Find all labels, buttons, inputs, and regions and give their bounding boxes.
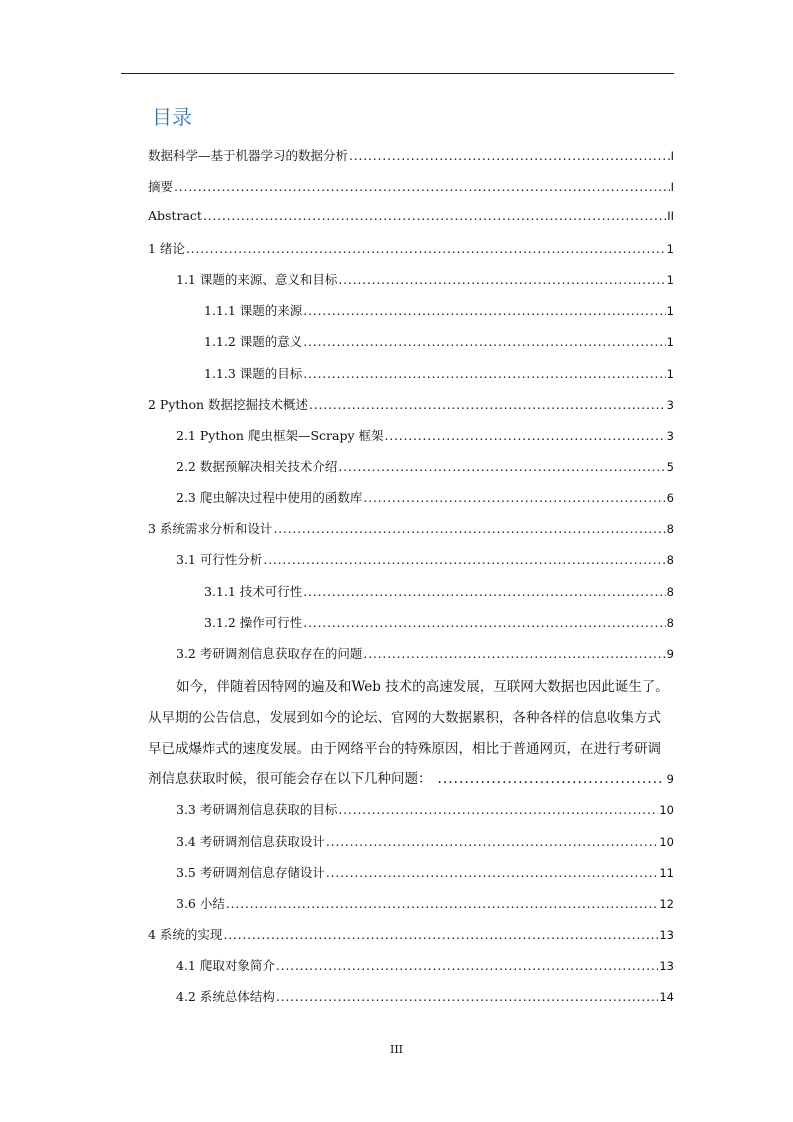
toc-entry-label: 3.4 考研调剂信息获取设计 <box>176 834 325 849</box>
toc-entry-label: 3.2 考研调剂信息获取存在的问题 <box>176 646 363 661</box>
toc-entry[interactable] <box>148 208 674 228</box>
toc-leader-dots <box>326 834 659 849</box>
toc-entry-label: 3.1.2 操作可行性 <box>204 615 303 630</box>
toc-entry-label: 4.1 爬取对象简介 <box>176 958 275 973</box>
toc-entry-page: 14 <box>659 990 674 1004</box>
toc-leader-dots <box>363 646 665 661</box>
toc-entry-page: 3 <box>666 398 674 412</box>
toc-entry-label: 2 Python 数据挖掘技术概述 <box>148 397 309 412</box>
toc-leader-dots <box>303 334 665 349</box>
toc-entry[interactable] <box>148 177 674 197</box>
toc-paragraph-last-text: 剂信息获取时候，很可能会存在以下几种问题： <box>148 771 432 787</box>
toc-entry-label: 3.6 小结 <box>176 896 225 911</box>
toc-leader-dots <box>303 615 665 630</box>
toc-leader-dots <box>303 366 665 381</box>
toc-entry-label: 1 绪论 <box>148 241 185 256</box>
toc-leader-dots <box>276 958 659 973</box>
toc-leader-dots <box>303 584 665 599</box>
toc-entry-page: 10 <box>659 835 674 849</box>
toc-leader-dots <box>338 802 658 817</box>
toc-entry-page: 1 <box>666 273 674 287</box>
toc-paragraph-last-line[interactable] <box>148 767 674 791</box>
toc-title: 目录 <box>152 105 192 129</box>
toc-entry-page: 8 <box>666 585 674 599</box>
toc-entry-page: 9 <box>666 647 674 661</box>
toc-entry-page: I <box>670 149 674 163</box>
toc-entry-label: 3.3 考研调剂信息获取的目标 <box>176 802 338 817</box>
toc-entry[interactable] <box>176 863 674 883</box>
toc-leader-dots <box>309 397 666 412</box>
toc-entry-page: 11 <box>659 866 674 880</box>
toc-entry[interactable] <box>176 550 674 570</box>
toc-entry[interactable] <box>148 925 674 945</box>
toc-leader-dots <box>349 148 670 163</box>
toc-entry-page: 8 <box>666 522 674 536</box>
toc-entry-page: 1 <box>666 304 674 318</box>
toc-entry[interactable] <box>148 239 674 259</box>
toc-entry-label: 摘要 <box>148 179 174 194</box>
toc-entry-label: 2.1 Python 爬虫框架—Scrapy 框架 <box>176 428 384 443</box>
footer-page-number: III <box>389 1043 404 1056</box>
toc-entry[interactable] <box>176 894 674 914</box>
toc-entry-page: 13 <box>659 928 674 942</box>
toc-entry-page: I <box>670 180 674 194</box>
toc-entry-label: 3.1.1 技术可行性 <box>204 584 303 599</box>
toc-leader-dots <box>326 865 659 880</box>
toc-paragraph: 如今，伴随着因特网的遍及和Web 技术的高速发展，互联网大数据也因此诞生了。从早期的公告信息，发展到如今的论坛、官网的大数据累积，各种各样的信息收集方式早已成爆炸式的速度发展。由于网络平台的特殊原因，相比于普通网页，在进行考研调 <box>148 679 669 757</box>
toc-entry-label: 3.1 可行性分析 <box>176 552 263 567</box>
toc-entry[interactable] <box>176 426 674 446</box>
toc-leader-dots <box>174 179 670 194</box>
toc-leader-dots <box>438 771 665 787</box>
toc-entry-label: Abstract <box>148 208 202 223</box>
toc-entry[interactable] <box>204 582 674 602</box>
toc-entry-label: 4.2 系统总体结构 <box>176 989 275 1004</box>
toc-entry-page: 13 <box>659 959 674 973</box>
toc-entry-label: 3 系统需求分析和设计 <box>148 521 273 536</box>
toc-entry[interactable] <box>204 332 674 352</box>
toc-entry[interactable] <box>176 457 674 477</box>
toc-leader-dots <box>338 459 665 474</box>
toc-entry-page: 8 <box>666 553 674 567</box>
toc-entry-label: 3.5 考研调剂信息存储设计 <box>176 865 325 880</box>
toc-entry[interactable] <box>148 146 674 166</box>
toc-entry-label: 1.1.3 课题的目标 <box>204 366 303 381</box>
toc-leader-dots <box>338 272 665 287</box>
toc-entry[interactable] <box>148 519 674 539</box>
toc-entry-page: 12 <box>659 897 674 911</box>
toc-entry-label: 1.1 课题的来源、意义和目标 <box>176 272 338 287</box>
toc-entry[interactable] <box>176 488 674 508</box>
toc-entry[interactable] <box>176 987 674 1007</box>
toc-leader-dots <box>263 552 665 567</box>
toc-entry-page: 8 <box>666 616 674 630</box>
toc-leader-dots <box>223 927 658 942</box>
toc-entry-label: 4 系统的实现 <box>148 927 223 942</box>
toc-entry[interactable] <box>204 301 674 321</box>
toc-entry-label: 1.1.2 课题的意义 <box>204 334 303 349</box>
toc-entry-page: 1 <box>666 335 674 349</box>
toc-entry-page: 10 <box>659 803 674 817</box>
toc-entry[interactable] <box>176 644 674 664</box>
toc-entry[interactable] <box>176 270 674 290</box>
toc-leader-dots <box>363 490 665 505</box>
toc-entry[interactable] <box>176 800 674 820</box>
toc-entry[interactable] <box>204 364 674 384</box>
toc-leader-dots <box>226 896 659 911</box>
toc-entry-page: II <box>667 209 674 223</box>
toc-entry[interactable] <box>176 832 674 852</box>
toc-entry-page: 3 <box>666 429 674 443</box>
toc-leader-dots <box>203 208 666 223</box>
toc-entry[interactable] <box>148 395 674 415</box>
toc-entry-page: 1 <box>666 367 674 381</box>
toc-leader-dots <box>384 428 665 443</box>
toc-leader-dots <box>303 303 665 318</box>
toc-entry-page: 5 <box>666 460 674 474</box>
toc-leader-dots <box>273 521 665 536</box>
toc-leader-dots <box>276 989 659 1004</box>
toc-entry[interactable] <box>204 613 674 633</box>
toc-entry-page: 1 <box>666 242 674 256</box>
toc-entry-page: 9 <box>666 772 674 786</box>
toc-entry-page: 6 <box>666 491 674 505</box>
toc-entry-label: 1.1.1 课题的来源 <box>204 303 303 318</box>
toc-entry-label: 2.2 数据预解决相关技术介绍 <box>176 459 338 474</box>
toc-entry-label: 2.3 爬虫解决过程中使用的函数库 <box>176 490 363 505</box>
toc-entry[interactable] <box>176 956 674 976</box>
toc-entry-label: 数据科学—基于机器学习的数据分析 <box>148 148 349 163</box>
toc-leader-dots <box>186 241 666 256</box>
